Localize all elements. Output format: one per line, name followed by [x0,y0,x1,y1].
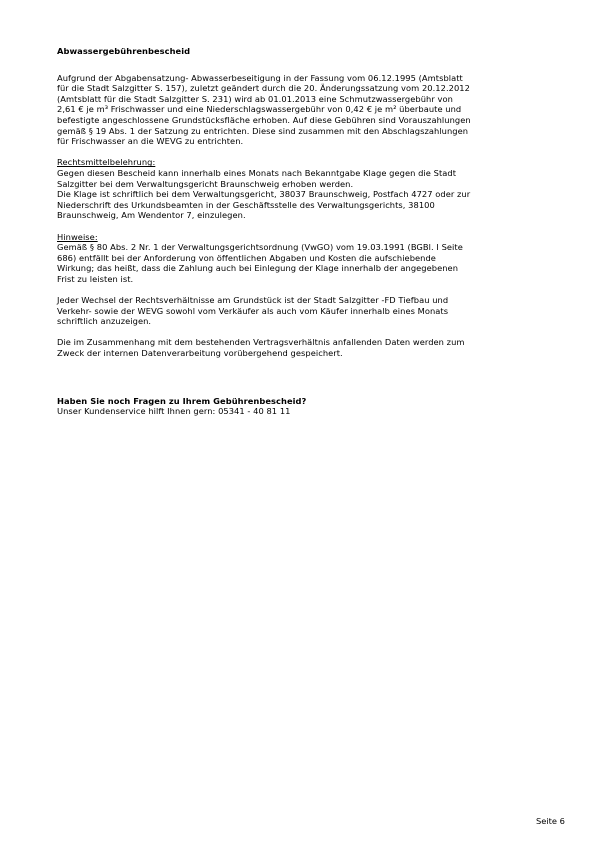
spacer [57,221,537,232]
questions-heading: Haben Sie noch Fragen zu Ihrem Gebührenbescheid? [57,395,307,406]
rechtsmittel-paragraph: Gegen diesen Bescheid kann innerhalb eines Monats nach Bekanntgabe Klage gegen die Stadt Salzgitter bei dem Verwaltungsgericht Braunschweig erhoben werden. Die Klage ist schriftlich bei dem Verwaltungsgericht, 38037 Braunschweig, Postfach 4727 oder zur Niederschrift des Urkundsbeamten in der Geschäftsstelle des Verwaltungsgerichts, 38100 Braunschweig, Am Wendentor 7, einzulegen. [57,167,471,221]
rechtsmittel-heading: Rechtsmittelbelehrung: [57,157,156,168]
hinweise-heading: Hinweise: [57,231,98,242]
document-title: Abwassergebührenbescheid [57,46,191,56]
service-line: Unser Kundenservice hilft Ihnen gern: 05341 - 40 81 11 [57,406,291,417]
spacer [57,327,537,338]
daten-paragraph: Die im Zusammenhang mit dem bestehenden Vertragsverhältnis anfallenden Daten werden zum Zweck der internen Datenverarbeitung vorübergehend gespeichert. [57,337,465,359]
hinweise-paragraph: Gemäß § 80 Abs. 2 Nr. 1 der Verwaltungsgerichtsordnung (VwGO) vom 19.03.1991 (BGBl. I Seite 686) entfällt bei der Anforderung von öffentlichen Abgaben und Kosten die aufschiebende Wirkung; das heißt, dass die Zahlung auch bei Einlegung der Klage innerhalb der angegebenen Frist zu leisten ist. [57,242,463,284]
page-number: Seite 6 [536,816,565,826]
spacer [57,147,537,158]
spacer [57,284,537,295]
intro-paragraph: Aufgrund der Abgabensatzung- Abwasserbeseitigung in der Fassung vom 06.12.1995 (Amtsblatt für die Stadt Salzgitter S. 157), zuletzt geändert durch die 20. Änderungssatzung vom 20.12.2012 (Amtsblatt für die Stadt Salzgitter S. 231) wird ab 01.01.2013 eine Schmutzwassergebühr von 2,61 € je m³ Frischwasser und eine Niederschlagswassergebühr von 0,42 € je m² überbaute und befestigte angeschlossene Grundstücksfläche erhoben. Auf diese Gebühren sind Vorauszahlungen gemäß § 19 Abs. 1 der Satzung zu entrichten. Diese sind zusammen mit den Abschlagszahlungen für Frischwasser an die WEVG zu entrichten. [57,72,471,147]
spacer [57,359,537,396]
spacer [57,57,537,73]
document-body [57,46,537,417]
wechsel-paragraph: Jeder Wechsel der Rechtsverhältnisse am Grundstück ist der Stadt Salzgitter -FD Tiefbau und Verkehr- sowie der WEVG sowohl vom Verkäufer als auch vom Käufer innerhalb eines Monats schriftlich anzuzeigen. [57,295,449,327]
